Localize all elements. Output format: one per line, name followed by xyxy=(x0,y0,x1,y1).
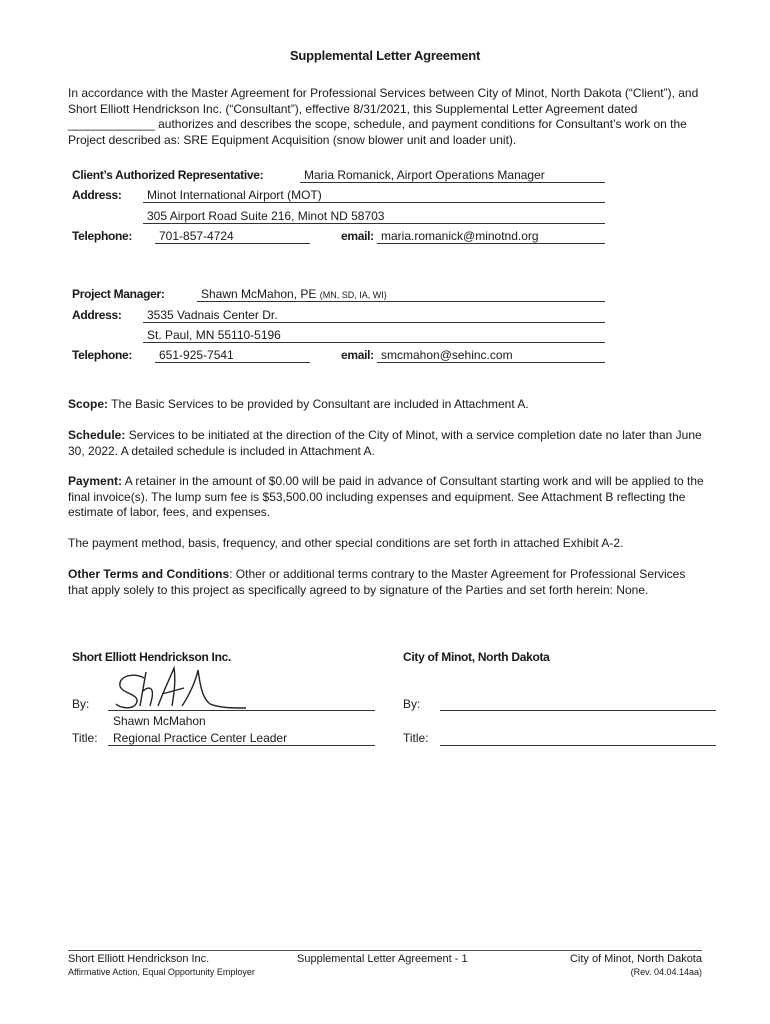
footer-center-page: Supplemental Letter Agreement - 1 xyxy=(297,953,468,965)
other-terms-text: : Other or additional terms contrary to the Master Agreement for Professional Services that apply solely to this project as specifically agreed to by signature of the Parties and set forth herein: None. xyxy=(68,567,686,597)
pm-telephone-field: 651-925-7541 xyxy=(155,348,310,363)
right-by-label: By: xyxy=(403,697,421,711)
left-signer-name: Shawn McMahon xyxy=(113,714,206,728)
pm-email-field: smcmahon@sehinc.com xyxy=(377,348,605,363)
footer-left-company: Short Elliott Hendrickson Inc. xyxy=(68,953,210,965)
pm-label: Project Manager: xyxy=(72,287,165,301)
document-title: Supplemental Letter Agreement xyxy=(289,48,481,63)
left-signer-title: Regional Practice Center Leader xyxy=(108,731,375,746)
client-rep-field: Maria Romanick, Airport Operations Manager xyxy=(300,168,605,183)
right-title-line[interactable] xyxy=(440,745,716,746)
client-address-label: Address: xyxy=(72,188,122,202)
client-telephone-field: 701-857-4724 xyxy=(155,229,310,244)
client-rep-label: Client’s Authorized Representative: xyxy=(72,168,264,182)
payment-method-paragraph: The payment method, basis, frequency, and other special conditions are set forth in attached Exhibit A-2. xyxy=(68,536,624,550)
other-terms-paragraph xyxy=(68,567,708,598)
schedule-paragraph xyxy=(68,428,708,459)
schedule-text: Services to be initiated at the direction of the City of Minot, with a service completion date no later than June 30, 2022. A detailed schedule is included in Attachment A. xyxy=(68,428,702,458)
other-terms-label: Other Terms and Conditions xyxy=(68,567,230,581)
pm-address-line1: 3535 Vadnais Center Dr. xyxy=(143,308,605,323)
right-signatory-org: City of Minot, North Dakota xyxy=(403,650,550,664)
pm-telephone-label: Telephone: xyxy=(72,348,133,362)
right-signature-line[interactable] xyxy=(440,710,716,711)
pm-address-label: Address: xyxy=(72,308,122,322)
signature-image xyxy=(112,664,252,714)
scope-text: The Basic Services to be provided by Consultant are included in Attachment A. xyxy=(108,397,529,411)
pm-email-label: email: xyxy=(341,348,374,362)
footer-right-rev: (Rev. 04.04.14aa) xyxy=(630,967,702,977)
footer-left-eeo: Affirmative Action, Equal Opportunity Employer xyxy=(68,967,255,977)
footer-right-client: City of Minot, North Dakota xyxy=(569,953,702,965)
pm-address-line2: St. Paul, MN 55110-5196 xyxy=(143,328,605,343)
left-by-label: By: xyxy=(72,697,90,711)
left-signatory-org: Short Elliott Hendrickson Inc. xyxy=(72,650,232,664)
client-telephone-label: Telephone: xyxy=(72,229,133,243)
right-title-label: Title: xyxy=(403,731,429,745)
client-address-line2: 305 Airport Road Suite 216, Minot ND 58703 xyxy=(143,209,605,224)
payment-label: Payment: xyxy=(68,474,123,488)
client-email-label: email: xyxy=(341,229,374,243)
pm-licenses: (MN, SD, IA, WI) xyxy=(319,290,387,300)
intro-paragraph: In accordance with the Master Agreement for Professional Services between City of Minot, North Dakota (“Client”), and Short Elliott Hendrickson Inc. (“Consultant”), effective 8/31/2021, this Supplemental Letter Agreement dated _____________ authorizes and describes the scope, schedule, and payment conditions for Consultant’s work on the Project described as: SRE Equipment Acquisition (snow blower unit and loader unit). xyxy=(68,86,699,147)
schedule-label: Schedule: xyxy=(68,428,126,442)
payment-paragraph xyxy=(68,474,708,521)
scope-label: Scope: xyxy=(68,397,109,411)
payment-text: A retainer in the amount of $0.00 will be paid in advance of Consultant starting work and will be applied to the final invoice(s). The lump sum fee is $53,500.00 including expenses and equipment. See Attachment B reflecting the estimate of labor, fees, and expenses. xyxy=(68,474,704,519)
pm-name: Shawn McMahon, PE xyxy=(201,287,317,301)
pm-name-field xyxy=(197,287,605,302)
footer-rule xyxy=(68,950,702,951)
scope-paragraph xyxy=(68,397,708,413)
left-title-label: Title: xyxy=(72,731,98,745)
client-address-line1: Minot International Airport (MOT) xyxy=(143,188,605,203)
client-email-field: maria.romanick@minotnd.org xyxy=(377,229,605,244)
